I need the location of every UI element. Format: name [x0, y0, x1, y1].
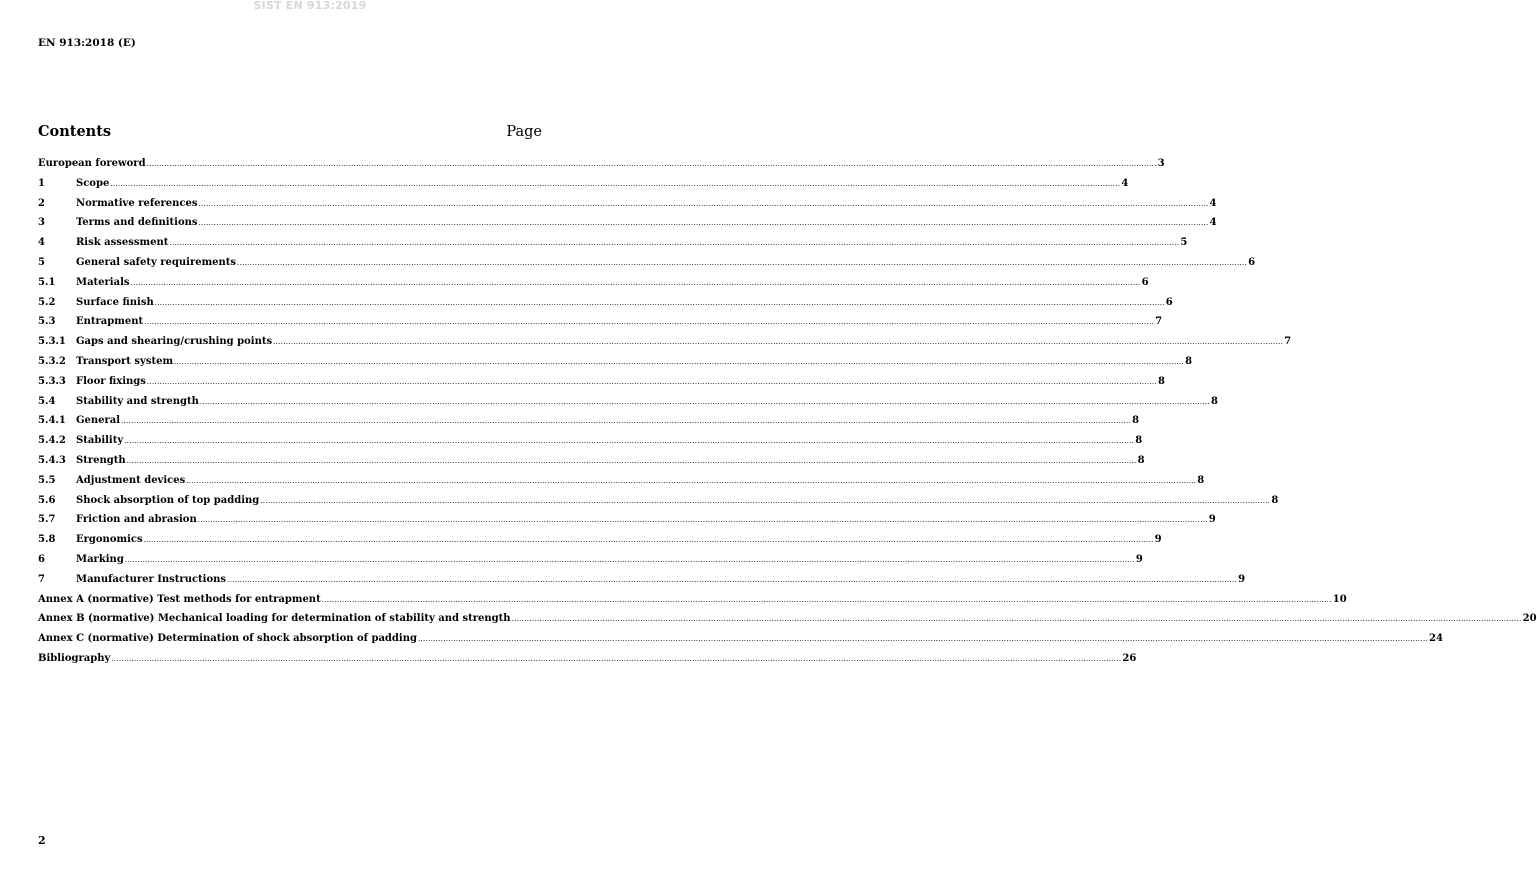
toc-dot-leader: ................................................................................................................................................................................................................................................................................................................................................................................................................ — [144, 318, 1155, 327]
toc-entry[interactable] — [38, 194, 1217, 214]
toc-entry-number: 5.4.1 — [38, 415, 66, 427]
toc-entry-number: 5.2 — [38, 296, 56, 308]
toc-entry-page: 7 — [1155, 316, 1163, 328]
toc-entry-title: Materials — [76, 276, 130, 288]
toc-entry[interactable] — [38, 213, 1217, 233]
toc-dot-leader: ................................................................................................................................................................................................................................................................................................................................................................................................................ — [198, 219, 1209, 228]
toc-entry-page: 8 — [1137, 454, 1145, 466]
toc-entry-page: 5 — [1180, 237, 1188, 249]
toc-entry-number: 5.4 — [38, 395, 56, 407]
toc-dot-leader: ................................................................................................................................................................................................................................................................................................................................................................................................................ — [130, 278, 1141, 287]
toc-dot-leader: ................................................................................................................................................................................................................................................................................................................................................................................................................ — [186, 476, 1197, 485]
toc-entry[interactable] — [38, 431, 1143, 451]
toc-entry-title: Entrapment — [76, 316, 144, 328]
toc-entry-page: 8 — [1271, 494, 1279, 506]
toc-entry-title: Bibliography — [38, 652, 111, 664]
toc-dot-leader: ................................................................................................................................................................................................................................................................................................................................................................................................................ — [124, 437, 1135, 446]
toc-entry[interactable] — [38, 154, 1165, 174]
toc-dot-leader: ................................................................................................................................................................................................................................................................................................................................................................................................................ — [197, 516, 1208, 525]
toc-entry-title: Annex B (normative) Mechanical loading for determination of stability and strength — [38, 613, 511, 625]
toc-entry-number: 2 — [38, 197, 45, 209]
toc-entry[interactable] — [38, 332, 1292, 352]
toc-entry-number: 3 — [38, 217, 45, 229]
toc-entry[interactable] — [38, 471, 1205, 491]
toc-entry-page: 9 — [1238, 573, 1246, 585]
toc-entry-title: European foreword — [38, 158, 146, 169]
toc-dot-leader: ................................................................................................................................................................................................................................................................................................................................................................................................................ — [227, 575, 1238, 584]
toc-entry-title: Normative references — [76, 197, 198, 209]
watermark: SIST EN 913:2019 — [253, 0, 367, 12]
toc-entry[interactable] — [38, 629, 1443, 649]
table-of-contents — [38, 154, 1537, 669]
toc-entry-page: 9 — [1135, 553, 1143, 565]
toc-entry-page: 8 — [1210, 395, 1218, 407]
toc-dot-leader: ................................................................................................................................................................................................................................................................................................................................................................................................................ — [110, 179, 1121, 188]
toc-entry[interactable] — [38, 312, 1163, 332]
toc-entry[interactable] — [38, 293, 1173, 313]
toc-dot-leader: ................................................................................................................................................................................................................................................................................................................................................................................................................ — [121, 417, 1132, 426]
toc-entry-page: 8 — [1135, 435, 1143, 447]
toc-entry[interactable] — [38, 570, 1246, 590]
toc-entry-number: 5.3.3 — [38, 375, 66, 387]
toc-entry-page: 8 — [1157, 375, 1165, 387]
toc-dot-leader: ................................................................................................................................................................................................................................................................................................................................................................................................................ — [199, 397, 1210, 406]
toc-entry[interactable] — [38, 174, 1129, 194]
toc-entry-page: 6 — [1165, 296, 1173, 308]
toc-entry-title: Transport system — [76, 355, 174, 367]
toc-entry-title: Annex C (normative) Determination of shock absorption of padding — [38, 633, 417, 645]
toc-entry[interactable] — [38, 233, 1188, 253]
toc-entry-number: 5.3 — [38, 316, 56, 328]
toc-entry-title: Manufacturer Instructions — [76, 573, 227, 585]
toc-entry-number: 6 — [38, 553, 45, 565]
contents-heading: Contents — [38, 123, 112, 140]
toc-entry[interactable] — [38, 590, 1347, 610]
toc-entry[interactable] — [38, 609, 1537, 629]
toc-entry-page: 8 — [1132, 415, 1140, 427]
toc-entry-title: Surface finish — [76, 296, 154, 308]
toc-entry[interactable] — [38, 253, 1256, 273]
toc-entry-title: Shock absorption of top padding — [76, 494, 260, 506]
toc-entry-number: 5.1 — [38, 276, 56, 288]
toc-dot-leader: ................................................................................................................................................................................................................................................................................................................................................................................................................ — [273, 338, 1284, 347]
toc-entry-page: 4 — [1209, 197, 1217, 209]
toc-entry[interactable] — [38, 411, 1140, 431]
toc-entry-page: 6 — [1248, 256, 1256, 268]
toc-dot-leader: ................................................................................................................................................................................................................................................................................................................................................................................................................ — [198, 199, 1209, 208]
toc-entry[interactable] — [38, 510, 1216, 530]
document-id: EN 913:2018 (E) — [38, 37, 136, 49]
toc-entry-title: Adjustment devices — [76, 474, 186, 486]
toc-entry-title: General safety requirements — [76, 256, 237, 268]
toc-entry-number: 5.4.3 — [38, 454, 66, 466]
toc-dot-leader: ................................................................................................................................................................................................................................................................................................................................................................................................................ — [146, 377, 1157, 386]
toc-entry-page: 9 — [1208, 514, 1216, 526]
toc-entry[interactable] — [38, 649, 1137, 669]
toc-entry-number: 5.7 — [38, 514, 56, 526]
toc-dot-leader: ................................................................................................................................................................................................................................................................................................................................................................................................................ — [111, 654, 1122, 663]
toc-entry-number: 5 — [38, 256, 45, 268]
toc-entry-title: Annex A (normative) Test methods for entrapment — [38, 593, 321, 605]
toc-entry-title: Stability — [76, 435, 124, 447]
toc-dot-leader: ................................................................................................................................................................................................................................................................................................................................................................................................................ — [417, 635, 1429, 644]
toc-entry-title: Terms and definitions — [76, 217, 198, 229]
toc-entry-number: 5.4.2 — [38, 435, 66, 447]
toc-entry-title: Ergonomics — [76, 534, 143, 546]
toc-entry-page: 9 — [1154, 534, 1162, 546]
toc-entry-number: 5.3.1 — [38, 336, 66, 348]
toc-entry-page: 20 — [1522, 613, 1537, 625]
toc-entry-title: Scope — [76, 177, 110, 189]
toc-entry-number: 5.8 — [38, 534, 56, 546]
toc-dot-leader: ................................................................................................................................................................................................................................................................................................................................................................................................................ — [126, 456, 1137, 465]
toc-entry-page: 4 — [1209, 217, 1217, 229]
toc-dot-leader: ................................................................................................................................................................................................................................................................................................................................................................................................................ — [174, 357, 1185, 366]
toc-entry-page: 24 — [1429, 633, 1443, 645]
toc-dot-leader: ................................................................................................................................................................................................................................................................................................................................................................................................................ — [143, 536, 1154, 545]
toc-entry-title: Gaps and shearing/crushing points — [76, 336, 273, 348]
toc-entry-number: 5.6 — [38, 494, 56, 506]
toc-dot-leader: ................................................................................................................................................................................................................................................................................................................................................................................................................ — [260, 496, 1271, 505]
toc-entry[interactable] — [38, 392, 1218, 412]
toc-entry[interactable] — [38, 530, 1162, 550]
toc-dot-leader: ................................................................................................................................................................................................................................................................................................................................................................................................................ — [511, 615, 1522, 624]
toc-entry-number: 7 — [38, 573, 45, 585]
toc-entry[interactable] — [38, 451, 1145, 471]
toc-entry-title: Floor fixings — [76, 375, 146, 387]
toc-entry-title: General — [76, 415, 121, 427]
toc-entry-title: Friction and abrasion — [76, 514, 197, 526]
toc-entry-number: 5.3.2 — [38, 355, 66, 367]
toc-dot-leader: ................................................................................................................................................................................................................................................................................................................................................................................................................ — [124, 555, 1135, 564]
toc-entry-page: 8 — [1197, 474, 1205, 486]
toc-entry-title: Stability and strength — [76, 395, 199, 407]
toc-dot-leader: ................................................................................................................................................................................................................................................................................................................................................................................................................ — [146, 160, 1157, 168]
toc-entry-page: 26 — [1122, 652, 1137, 664]
toc-entry-page: 7 — [1284, 336, 1292, 348]
toc-entry[interactable] — [38, 273, 1149, 293]
toc-entry-title: Strength — [76, 454, 126, 466]
toc-entry-page: 8 — [1185, 355, 1193, 367]
page-number: 2 — [38, 834, 46, 847]
toc-entry-title: Risk assessment — [76, 237, 169, 249]
page-column-label: Page — [506, 124, 542, 140]
toc-entry-number: 4 — [38, 237, 45, 249]
toc-entry[interactable] — [38, 550, 1143, 570]
toc-entry-number: 1 — [38, 177, 45, 189]
toc-entry[interactable] — [38, 491, 1279, 511]
toc-dot-leader: ................................................................................................................................................................................................................................................................................................................................................................................................................ — [237, 258, 1248, 267]
toc-entry[interactable] — [38, 372, 1165, 392]
toc-entry-number: 5.5 — [38, 474, 56, 486]
toc-dot-leader: ................................................................................................................................................................................................................................................................................................................................................................................................................ — [321, 595, 1332, 604]
toc-entry-title: Marking — [76, 553, 124, 565]
toc-entry-page: 10 — [1332, 593, 1347, 605]
toc-dot-leader: ................................................................................................................................................................................................................................................................................................................................................................................................................ — [154, 298, 1165, 307]
toc-dot-leader: ................................................................................................................................................................................................................................................................................................................................................................................................................ — [169, 239, 1180, 248]
toc-entry-page: 4 — [1121, 177, 1129, 189]
toc-entry[interactable] — [38, 352, 1193, 372]
toc-entry-page: 6 — [1141, 276, 1149, 288]
toc-entry-page: 3 — [1157, 158, 1165, 169]
